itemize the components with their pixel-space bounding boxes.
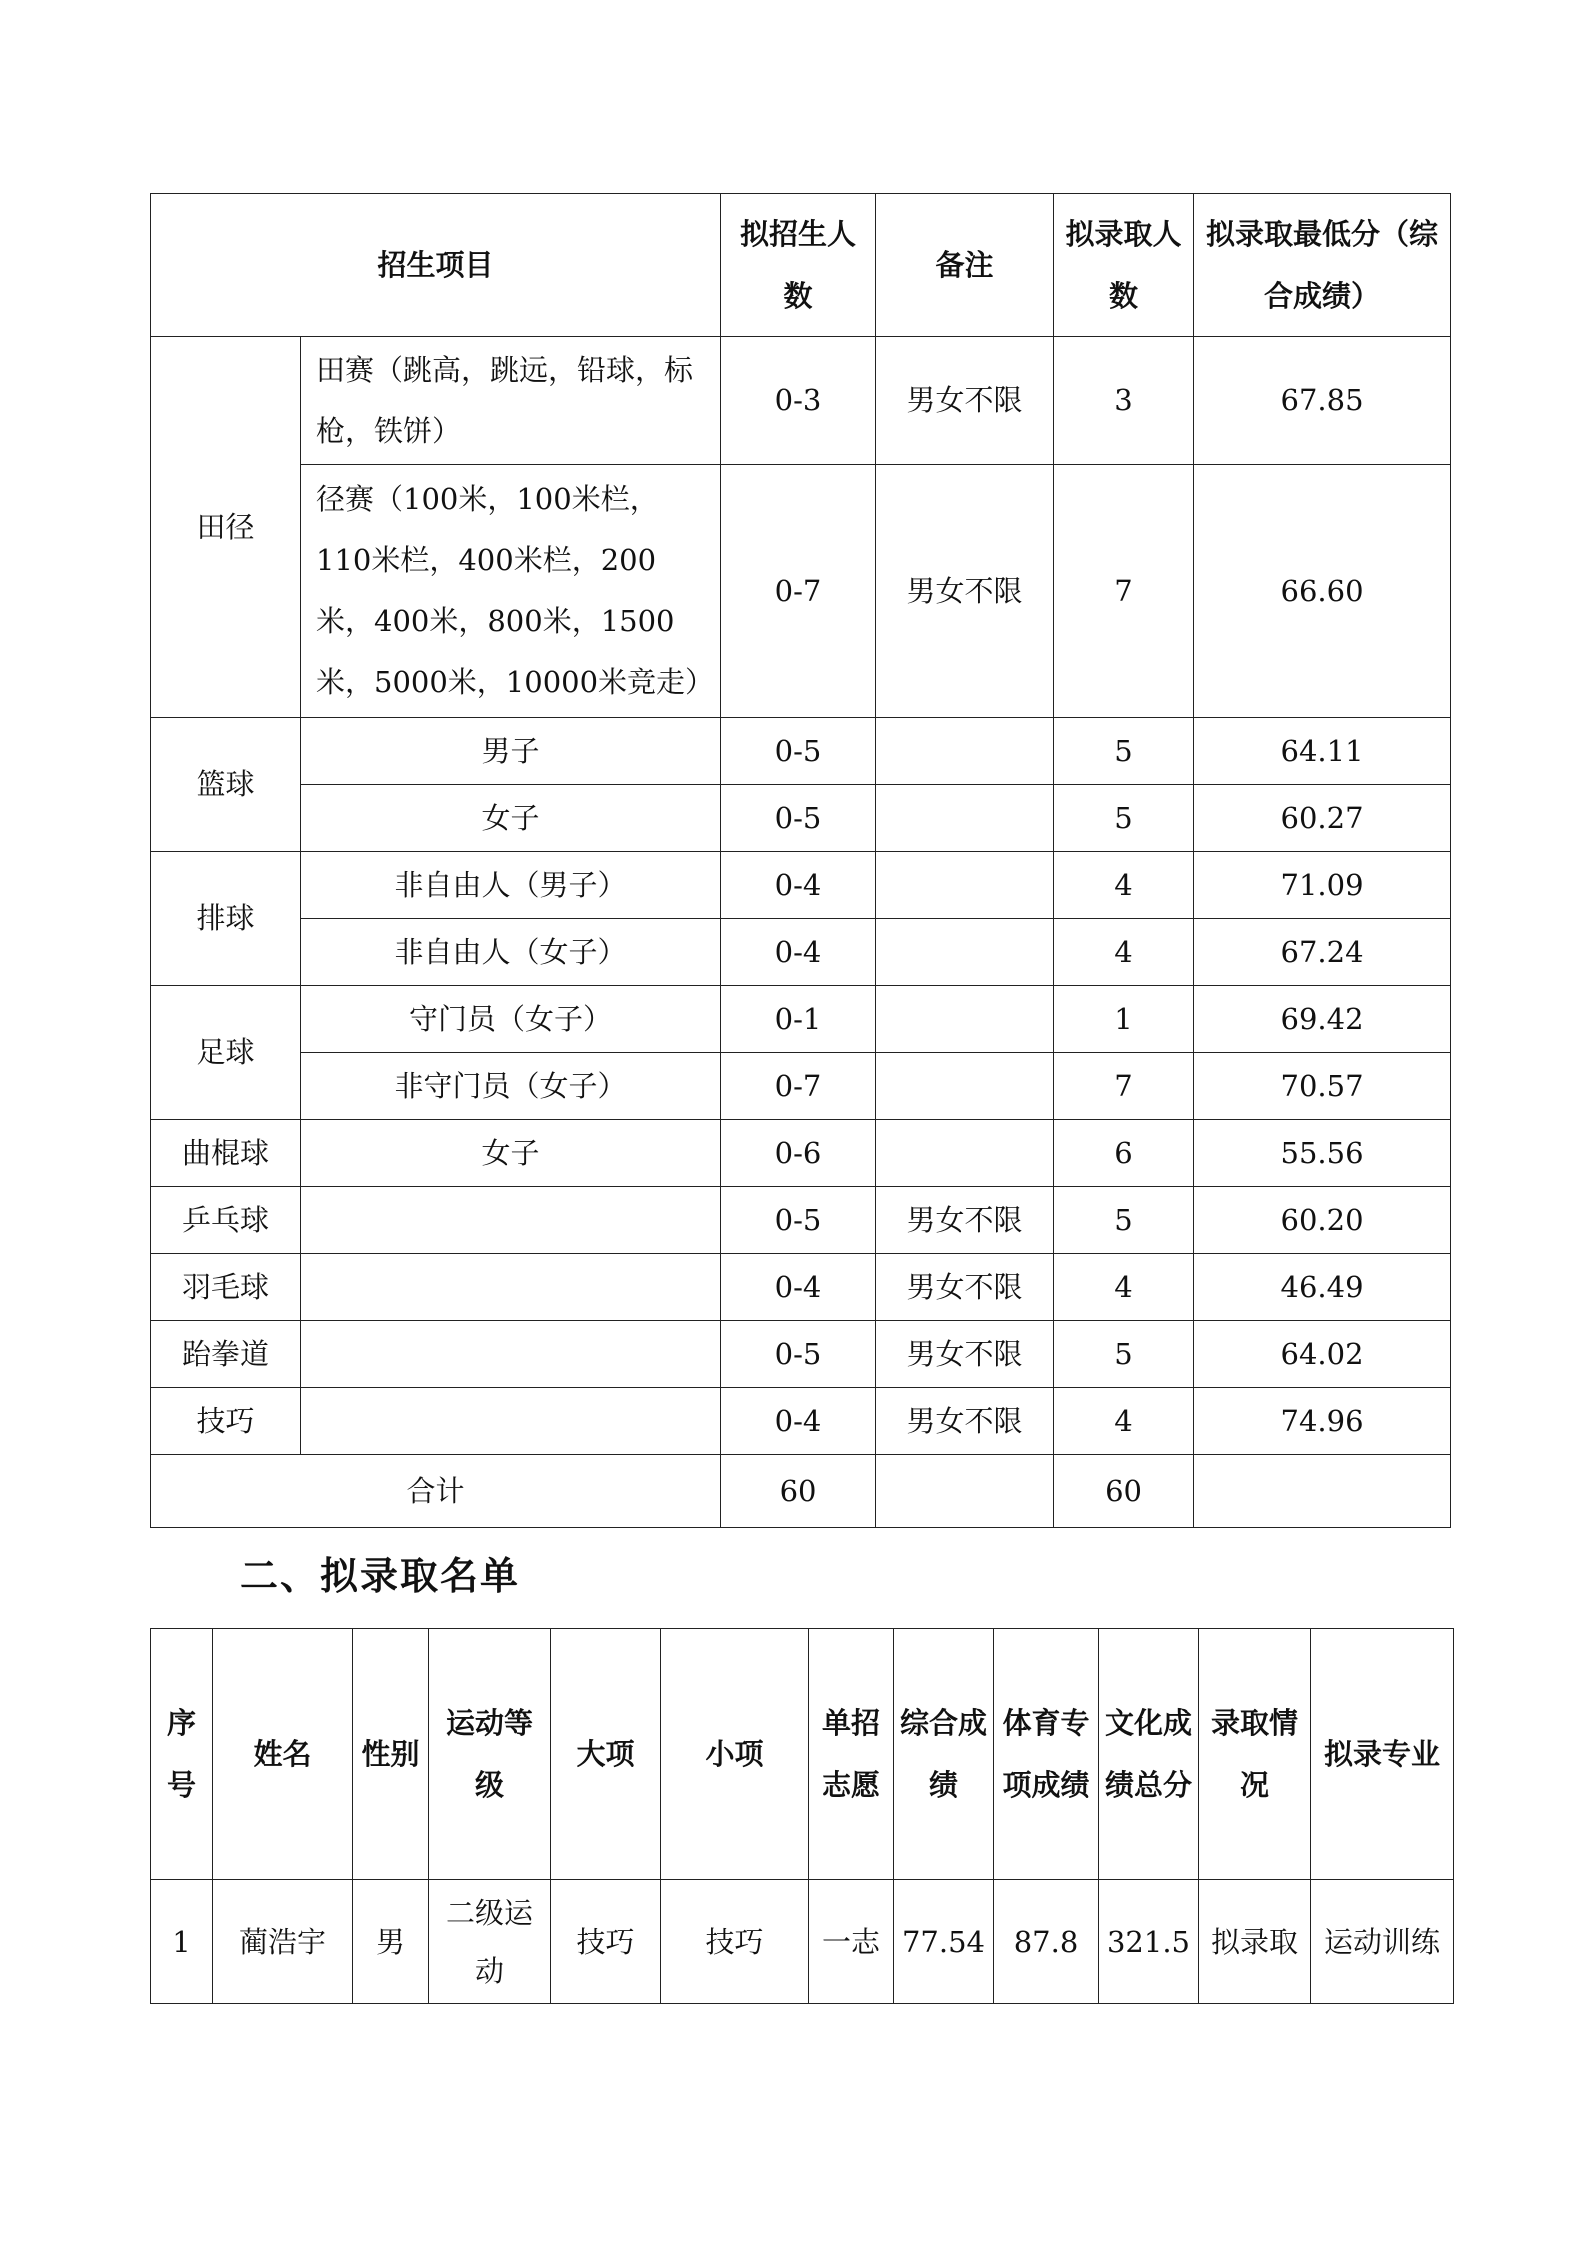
sub-item-cell: 女子 xyxy=(301,785,721,852)
header-gender: 性别 xyxy=(353,1629,429,1880)
total-admit: 60 xyxy=(1054,1455,1194,1528)
admit-cell: 5 xyxy=(1054,1321,1194,1388)
table-row xyxy=(151,1120,1451,1187)
status-cell: 拟录取 xyxy=(1199,1880,1311,2004)
admit-cell: 3 xyxy=(1054,337,1194,465)
plan-cell: 0-4 xyxy=(721,1388,876,1455)
admit-cell: 6 xyxy=(1054,1120,1194,1187)
table-header-row xyxy=(151,194,1451,337)
header-remark: 备注 xyxy=(876,194,1054,337)
score-cell: 55.56 xyxy=(1194,1120,1451,1187)
table-row xyxy=(151,465,1451,718)
header-culture-score: 文化成绩总分 xyxy=(1099,1629,1199,1880)
total-remark xyxy=(876,1455,1054,1528)
sub-item-cell: 守门员（女子） xyxy=(301,986,721,1053)
remark-cell: 男女不限 xyxy=(876,1187,1054,1254)
group-cell: 田径 xyxy=(151,337,301,718)
program-cell: 运动训练 xyxy=(1311,1880,1454,2004)
header-choice: 单招志愿 xyxy=(809,1629,894,1880)
plan-cell: 0-7 xyxy=(721,465,876,718)
admit-cell: 4 xyxy=(1054,852,1194,919)
group-cell: 跆拳道 xyxy=(151,1321,301,1388)
sub-item-cell: 男子 xyxy=(301,718,721,785)
score-cell: 67.85 xyxy=(1194,337,1451,465)
sub-item-cell xyxy=(301,1187,721,1254)
remark-cell: 男女不限 xyxy=(876,1254,1054,1321)
sub-item-cell xyxy=(301,1388,721,1455)
sport-score-cell: 87.8 xyxy=(994,1880,1099,2004)
table-row xyxy=(151,337,1451,465)
admission-list-table xyxy=(150,1628,1454,2004)
table-row xyxy=(151,785,1451,852)
sub-item-cell: 非自由人（男子） xyxy=(301,852,721,919)
total-label: 合计 xyxy=(151,1455,721,1528)
no-cell: 1 xyxy=(151,1880,213,2004)
header-level: 运动等级 xyxy=(429,1629,551,1880)
remark-cell xyxy=(876,852,1054,919)
table-row xyxy=(151,1187,1451,1254)
admission-plan-table xyxy=(150,193,1451,1528)
name-cell: 蔺浩宇 xyxy=(213,1880,353,2004)
remark-cell xyxy=(876,1053,1054,1120)
remark-cell: 男女不限 xyxy=(876,465,1054,718)
header-composite: 综合成绩 xyxy=(894,1629,994,1880)
remark-cell xyxy=(876,718,1054,785)
remark-cell: 男女不限 xyxy=(876,1388,1054,1455)
plan-cell: 0-7 xyxy=(721,1053,876,1120)
group-cell: 曲棍球 xyxy=(151,1120,301,1187)
admit-cell: 7 xyxy=(1054,1053,1194,1120)
admit-cell: 5 xyxy=(1054,1187,1194,1254)
remark-cell: 男女不限 xyxy=(876,337,1054,465)
remark-cell xyxy=(876,785,1054,852)
group-cell: 技巧 xyxy=(151,1388,301,1455)
group-cell: 篮球 xyxy=(151,718,301,852)
plan-cell: 0-1 xyxy=(721,986,876,1053)
group-cell: 排球 xyxy=(151,852,301,986)
admit-cell: 5 xyxy=(1054,785,1194,852)
remark-cell xyxy=(876,986,1054,1053)
header-status: 录取情况 xyxy=(1199,1629,1311,1880)
plan-cell: 0-5 xyxy=(721,1321,876,1388)
score-cell: 70.57 xyxy=(1194,1053,1451,1120)
remark-cell: 男女不限 xyxy=(876,1321,1054,1388)
admit-cell: 4 xyxy=(1054,1254,1194,1321)
sub-item-cell xyxy=(301,1254,721,1321)
sub-item-cell: 非守门员（女子） xyxy=(301,1053,721,1120)
table-row xyxy=(151,1254,1451,1321)
remark-cell xyxy=(876,1120,1054,1187)
total-plan: 60 xyxy=(721,1455,876,1528)
header-minor-item: 小项 xyxy=(661,1629,809,1880)
culture-score-cell: 321.5 xyxy=(1099,1880,1199,2004)
gender-cell: 男 xyxy=(353,1880,429,2004)
minor-item-cell: 技巧 xyxy=(661,1880,809,2004)
score-cell: 46.49 xyxy=(1194,1254,1451,1321)
admit-cell: 7 xyxy=(1054,465,1194,718)
score-cell: 67.24 xyxy=(1194,919,1451,986)
header-no: 序号 xyxy=(151,1629,213,1880)
table-row xyxy=(151,1321,1451,1388)
plan-cell: 0-5 xyxy=(721,1187,876,1254)
admit-cell: 5 xyxy=(1054,718,1194,785)
group-cell: 乒乓球 xyxy=(151,1187,301,1254)
sub-item-cell: 径赛（100米，100米栏，110米栏，400米栏，200米，400米，800米，1500米，5000米，10000米竞走） xyxy=(301,465,721,718)
score-cell: 74.96 xyxy=(1194,1388,1451,1455)
table-row xyxy=(151,1388,1451,1455)
header-program: 拟录专业 xyxy=(1311,1629,1454,1880)
sub-item-cell: 田赛（跳高，跳远，铅球，标枪，铁饼） xyxy=(301,337,721,465)
table-row xyxy=(151,986,1451,1053)
choice-cell: 一志 xyxy=(809,1880,894,2004)
score-cell: 60.20 xyxy=(1194,1187,1451,1254)
plan-cell: 0-5 xyxy=(721,785,876,852)
header-name: 姓名 xyxy=(213,1629,353,1880)
plan-cell: 0-6 xyxy=(721,1120,876,1187)
sub-item-cell: 非自由人（女子） xyxy=(301,919,721,986)
score-cell: 64.02 xyxy=(1194,1321,1451,1388)
plan-cell: 0-4 xyxy=(721,919,876,986)
sub-item-cell: 女子 xyxy=(301,1120,721,1187)
total-row xyxy=(151,1455,1451,1528)
remark-cell xyxy=(876,919,1054,986)
header-plan: 拟招生人数 xyxy=(721,194,876,337)
admit-cell: 4 xyxy=(1054,1388,1194,1455)
plan-cell: 0-5 xyxy=(721,718,876,785)
level-cell: 二级运动 xyxy=(429,1880,551,2004)
group-cell: 足球 xyxy=(151,986,301,1120)
score-cell: 69.42 xyxy=(1194,986,1451,1053)
score-cell: 60.27 xyxy=(1194,785,1451,852)
header-major-item: 大项 xyxy=(551,1629,661,1880)
header-sport-score: 体育专项成绩 xyxy=(994,1629,1099,1880)
group-cell: 羽毛球 xyxy=(151,1254,301,1321)
header-admit: 拟录取人数 xyxy=(1054,194,1194,337)
table-row xyxy=(151,1053,1451,1120)
major-item-cell: 技巧 xyxy=(551,1880,661,2004)
plan-cell: 0-3 xyxy=(721,337,876,465)
table-row xyxy=(151,919,1451,986)
table-row xyxy=(151,1880,1454,2004)
composite-cell: 77.54 xyxy=(894,1880,994,2004)
section-title: 二、拟录取名单 xyxy=(240,1553,521,1598)
table-row xyxy=(151,718,1451,785)
admit-cell: 4 xyxy=(1054,919,1194,986)
plan-cell: 0-4 xyxy=(721,1254,876,1321)
total-score xyxy=(1194,1455,1451,1528)
header-item: 招生项目 xyxy=(151,194,721,337)
plan-cell: 0-4 xyxy=(721,852,876,919)
admit-cell: 1 xyxy=(1054,986,1194,1053)
table-header-row xyxy=(151,1629,1454,1880)
score-cell: 64.11 xyxy=(1194,718,1451,785)
table-row xyxy=(151,852,1451,919)
score-cell: 66.60 xyxy=(1194,465,1451,718)
header-min-score: 拟录取最低分（综合成绩） xyxy=(1194,194,1451,337)
sub-item-cell xyxy=(301,1321,721,1388)
score-cell: 71.09 xyxy=(1194,852,1451,919)
